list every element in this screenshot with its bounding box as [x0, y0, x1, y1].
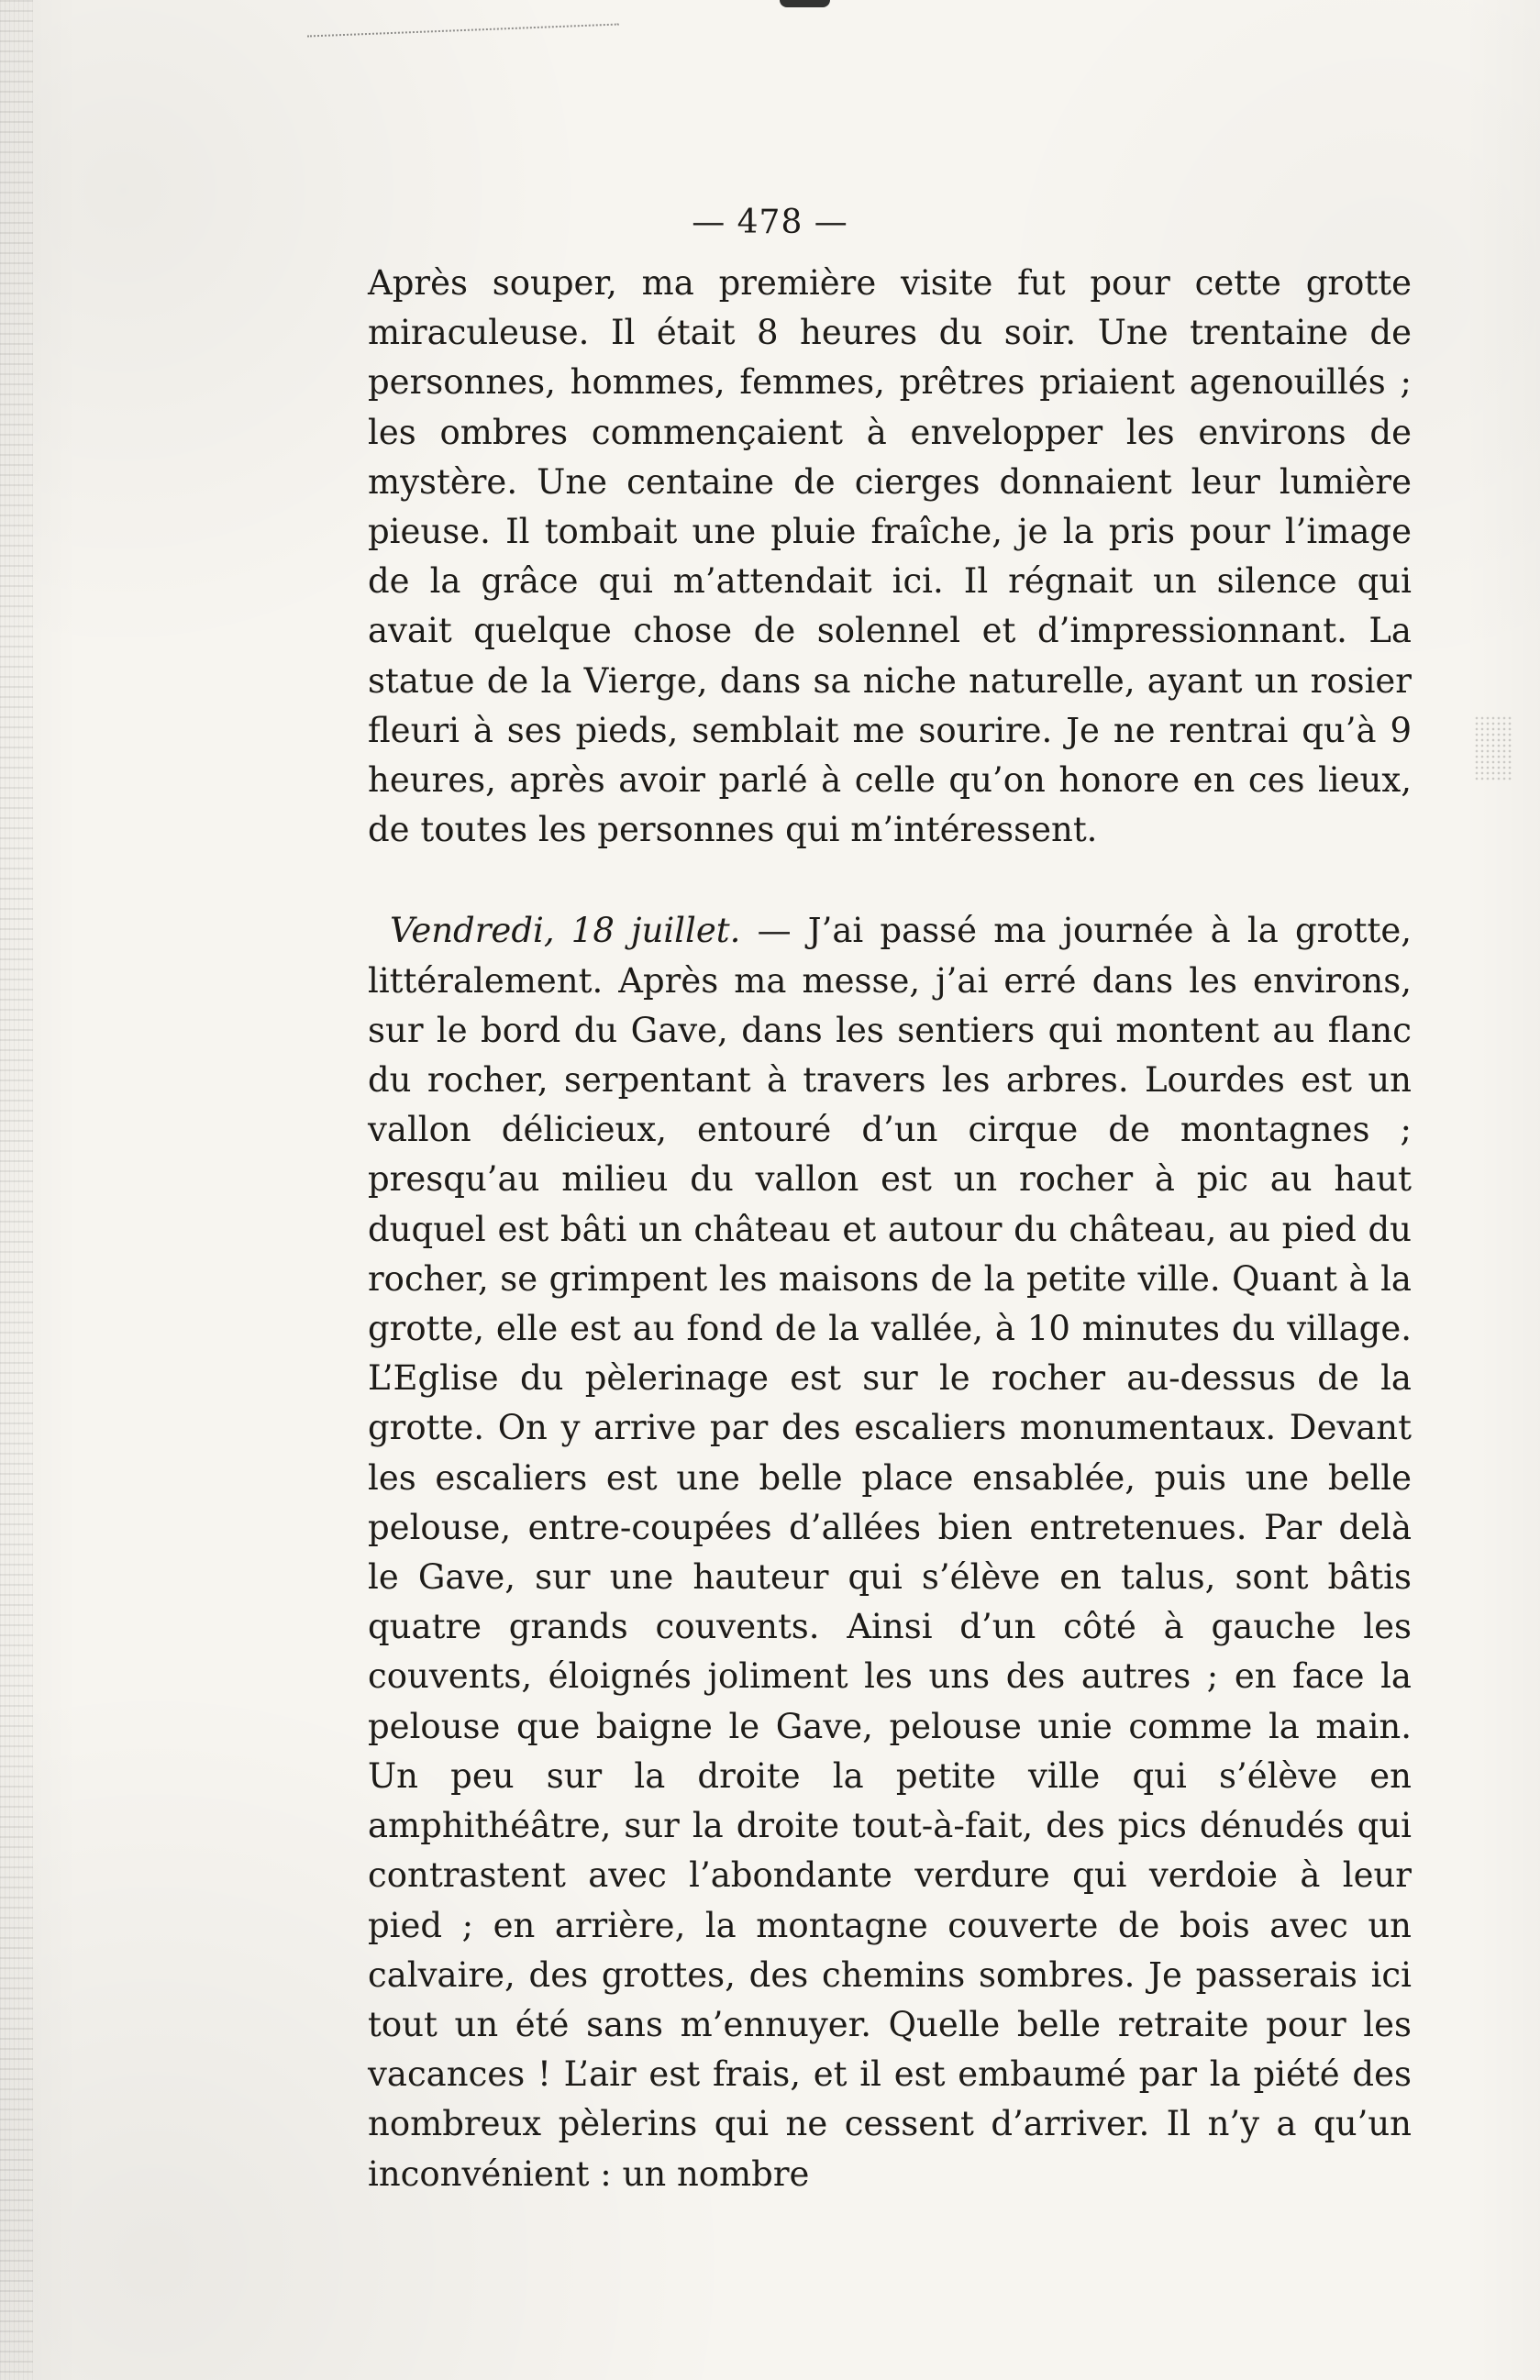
body-text [368, 259, 1412, 2199]
paragraph-2-body: — J’ai passé ma journée à la grotte, littéralement. Après ma messe, j’ai erré dans les environs, sur le bord du Gave, dans les sentiers qui montent au flanc du rocher, serpentant à travers les arbres. Lourdes est un vallon délicieux, entouré d’un cirque de montagnes ; presqu’au milieu du vallon est un rocher à pic au haut duquel est bâti un château et autour du château, au pied du rocher, se grimpent les maisons de la petite ville. Quant à la grotte, elle est au fond de la vallée, à 10 minutes du village. L’Eglise du pèlerinage est sur le rocher au-dessus de la grotte. On y arrive par des escaliers monumentaux. Devant les escaliers est une belle place ensablée, puis une belle pelouse, entre-coupées d’allées bien entretenues. Par delà le Gave, sur une hauteur qui s’élève en talus, sont bâtis quatre grands couvents. Ainsi d’un côté à gauche les couvents, éloignés joliment les uns des autres ; en face la pelouse que baigne le Gave, pelouse unie comme la main. Un peu sur la droite la petite ville qui s’élève en amphithéâtre, sur la droite tout-à-fait, des pics dénudés qui contrastent avec l’abondante verdure qui verdoie à leur pied ; en arrière, la montagne couverte de bois avec un calvaire, des grottes, des chemins sombres. Je passerais ici tout un été sans m’ennuyer. Quelle belle retraite pour les vacances ! L’air est frais, et il est embaumé par la piété des nombreux pèlerins qui ne cessent d’arriver. Il n’y a qu’un inconvénient : un nombre [368, 911, 1413, 2194]
paragraph-1: Après souper, ma première visite fut pour cette grotte miraculeuse. Il était 8 heures du soir. Une trentaine de personnes, hommes, femmes, prêtres priaient agenouillés ; les ombres commençaient à envelopper les environs de mystère. Une centaine de cierges donnaient leur lumière pieuse. Il tombait une pluie fraîche, je la pris pour l’image de la grâce qui m’attendait ici. Il régnait un silence qui avait quelque chose de solennel et d’impressionnant. La statue de la Vierge, dans sa niche naturelle, ayant un rosier fleuri à ses pieds, semblait me sourire. Je ne rentrai qu’à 9 heures, après avoir parlé à celle qu’on honore en ces lieux, de toutes les personnes qui m’intéressent. [368, 263, 1412, 850]
binding-edge-shadow [0, 0, 33, 2380]
page-number: — 478 — [692, 204, 848, 241]
right-margin-speckles [1474, 715, 1512, 781]
top-black-mark [780, 0, 830, 7]
diary-date-heading: Vendredi, 18 juillet. [390, 911, 741, 951]
top-ink-smudge [307, 23, 619, 42]
paragraph-2 [368, 906, 1412, 2198]
